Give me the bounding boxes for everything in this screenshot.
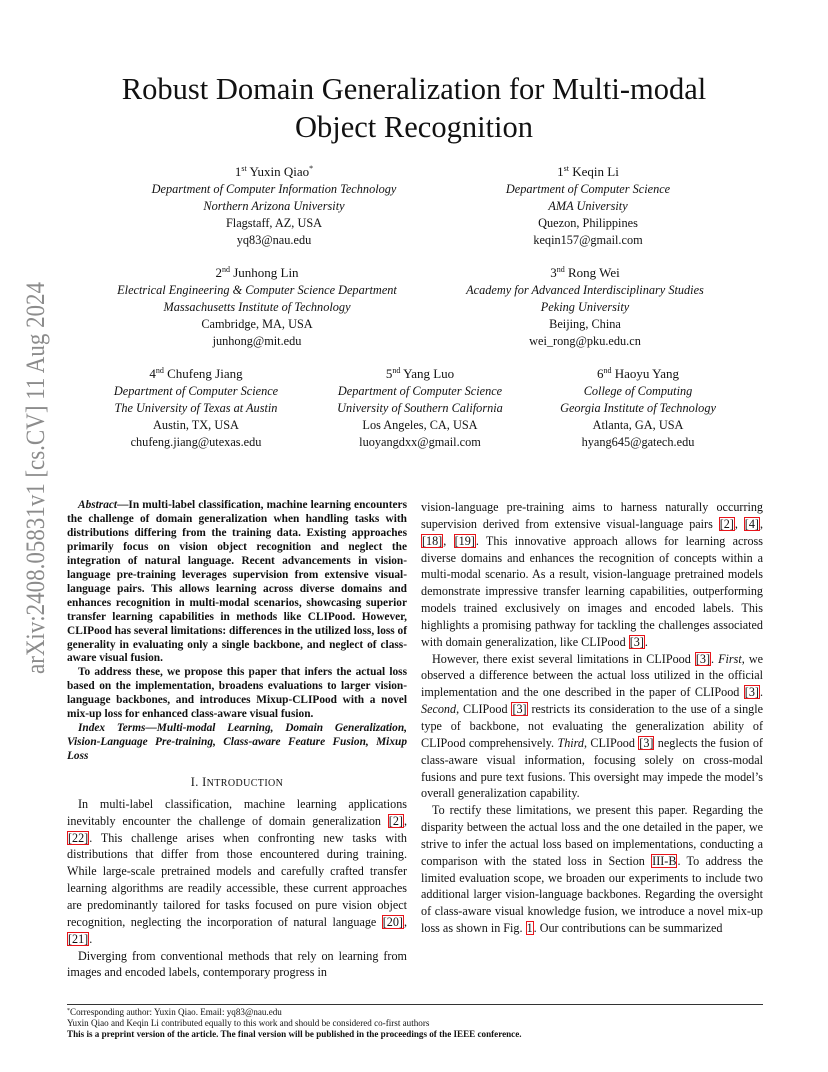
author-email: yq83@nau.edu — [236, 233, 312, 247]
author-institution: Peking University — [540, 300, 630, 314]
author-location: Beijing, China — [549, 317, 621, 331]
author-block — [337, 365, 503, 451]
abstract-paragraph: Abstract—In multi-label classification, machine learning encounters the challenge of domain generalization when handling tasks with distributions differing from the training data. Existing approaches primarily focus on vision object recognition and neglect the integration of natural language. Recent advancements in vision-language pre-training leverages supervision from extensive visual-language pairs. This allows learning across diverse domains and enhances recognition in multi-modal scenarios, showcasing superior transfer learning capabilities in methods like CLIPood. However, CLIPood has several limitations: differences in the utilized loss, loss of generality in evaluating only a single backbone, and neglect of class-aware visual fusion. — [67, 499, 407, 665]
section-heading: I. INTRODUCTION — [190, 775, 284, 790]
author-name: 5nd Yang Luo — [385, 366, 455, 381]
citation-link[interactable]: [3] — [512, 702, 527, 717]
author-name: 6nd Haoyu Yang — [596, 366, 680, 381]
body-paragraph: However, there exist several limitations in CLIPood [3]. First, we observed a difference between the actual loss utilized in the official implementation and the one described in the paper of CLIPood [3]. Second, CLIPood [3] restricts its consideration to the use of a single type of backbone, not evaluating the generalization ability of CLIPood comprehensively. Third, CLIPood [3] neglects the fusion of class-aware visual information, focusing solely on cross-modal fusions and pure text fusions. This oversight may impede the model’s overall generalization capability. — [421, 651, 763, 801]
citation-link[interactable]: [21] — [68, 931, 89, 946]
section-link[interactable]: III-B — [652, 853, 677, 868]
author-email: junhong@mit.edu — [212, 334, 302, 348]
author-email: hyang645@gatech.edu — [581, 435, 695, 449]
author-location: Los Angeles, CA, USA — [362, 418, 478, 432]
author-location: Cambridge, MA, USA — [201, 317, 313, 331]
citation-link[interactable]: [18] — [422, 533, 443, 548]
author-block — [117, 264, 397, 350]
citation-link[interactable]: [2] — [388, 813, 403, 828]
body-paragraph: vision-language pre-training aims to harness naturally occurring supervision derived from extensive visual-language pairs [2], [4], [18], [19]. This innovative approach allows for learning across diverse domains and enhances the recognition of concepts within a multi-modal scenario. As a result, vision-language pretrained models demonstrate impressive transfer learning capabilities, outperforming models trained exclusively on images and encoded labels. This highlights a promising pathway for tackling the challenges associated with domain generalization, like CLIPood [3]. — [421, 500, 763, 649]
author-institution: University of Southern California — [337, 401, 503, 415]
right-column — [421, 499, 763, 937]
paper-title-line-2: Object Recognition — [294, 110, 533, 144]
author-block — [466, 264, 704, 350]
arxiv-identifier-stamp — [20, 280, 50, 680]
citation-link[interactable]: [4] — [744, 516, 759, 531]
body-paragraph: Diverging from conventional methods that rely on learning from images and encoded labels, contemporary progress in — [67, 948, 407, 980]
author-department: Department of Computer Information Technology — [151, 182, 397, 196]
author-location: Atlanta, GA, USA — [592, 418, 684, 432]
index-terms: Index Terms—Multi-modal Learning, Domain Generalization, Vision-Language Pre-training, Class-aware Feature Fusion, Mixup Loss — [67, 722, 407, 763]
citation-link[interactable]: [3] — [629, 634, 644, 649]
author-location: Austin, TX, USA — [153, 418, 239, 432]
author-department: Academy for Advanced Interdisciplinary Studies — [466, 283, 704, 297]
author-department: Department of Computer Science — [113, 384, 279, 398]
body-paragraph: To rectify these limitations, we present this paper. Regarding the disparity between the actual loss and the one detailed in the paper, we strive to infer the actual loss based on implementations, conducting a comparison with the stated loss in Section III-B. To address the limited evaluation scope, we broaden our experiments to include two additional larger vision-language backbones. Regarding the oversight of class-aware visual knowledge fusion, we introduce a novel mix-up loss as shown in Fig. 1. Our contributions can be summarized — [421, 803, 763, 936]
author-name: 3nd Rong Wei — [550, 265, 620, 280]
body-paragraph: In multi-label classification, machine learning applications inevitably encounter the challenge of domain generalization [2], [22]. This challenge arises when confronting new tasks with distributions that differ from those encountered during training. While large-scale pretrained models and carefully crafted transfer learning algorithms are readily accessible, these current approaches are predominantly tailored for tasks focused on pure vision object recognition, neglecting the incorporation of natural language [20], [21]. — [67, 796, 407, 946]
citation-link[interactable]: [3] — [744, 685, 759, 700]
author-institution: Northern Arizona University — [203, 199, 345, 213]
footnote-preprint-notice: This is a preprint version of the article. The final version will be published in the proceedings of the IEEE conference. — [67, 1029, 522, 1039]
author-email: luoyangdxx@gmail.com — [359, 435, 481, 449]
arxiv-identifier-text: arXiv:2408.05831v1 [cs.CV] 11 Aug 2024 — [21, 280, 50, 674]
author-department: College of Computing — [583, 384, 693, 398]
author-department: Electrical Engineering & Computer Science Department — [117, 283, 397, 297]
left-column — [67, 499, 407, 981]
author-department: Department of Computer Science — [337, 384, 503, 398]
author-institution: Georgia Institute of Technology — [560, 401, 716, 415]
footnote-corresponding-author: *Corresponding author: Yuxin Qiao. Email: yq83@nau.edu — [67, 1007, 282, 1017]
citation-link[interactable]: [3] — [695, 651, 711, 666]
author-name: 1st Keqin Li — [557, 164, 619, 179]
author-email: wei_rong@pku.edu.cn — [529, 334, 641, 348]
author-block — [152, 163, 397, 249]
author-email: keqin157@gmail.com — [533, 233, 643, 247]
author-block — [506, 163, 670, 249]
author-name: 1st Yuxin Qiao* — [234, 164, 314, 179]
abstract-label: Abstract — [78, 499, 118, 511]
citation-link[interactable]: [3] — [639, 735, 654, 750]
footnote-divider — [67, 1004, 763, 1005]
figure-link[interactable]: 1 — [526, 921, 533, 936]
author-institution: AMA University — [548, 199, 628, 213]
author-block — [560, 365, 716, 451]
paper-title-line-1: Robust Domain Generalization for Multi-modal — [121, 72, 707, 106]
author-department: Department of Computer Science — [505, 182, 671, 196]
abstract-paragraph: To address these, we propose this paper that infers the actual loss based on the implementation, broadens evaluations to larger vision-language backbones, and introduces Mixup-CLIPood with a novel mix-up loss for enhanced class-aware visual fusion. — [67, 666, 407, 721]
footnote-co-first-authors: Yuxin Qiao and Keqin Li contributed equally to this work and should be considered co-first authors — [67, 1018, 430, 1028]
author-location: Quezon, Philippines — [538, 216, 638, 230]
citation-link[interactable]: [22] — [68, 830, 89, 845]
author-email: chufeng.jiang@utexas.edu — [130, 435, 262, 449]
citation-link[interactable]: [2] — [719, 516, 734, 531]
author-block — [114, 365, 278, 451]
author-institution: Massachusetts Institute of Technology — [163, 300, 351, 314]
author-name: 4nd Chufeng Jiang — [149, 366, 243, 381]
citation-link[interactable]: [20] — [382, 914, 403, 929]
paper-title — [60, 70, 768, 146]
author-name: 2nd Junhong Lin — [215, 265, 299, 280]
citation-link[interactable]: [19] — [454, 533, 475, 548]
author-location: Flagstaff, AZ, USA — [225, 216, 323, 230]
author-institution: The University of Texas at Austin — [114, 401, 278, 415]
